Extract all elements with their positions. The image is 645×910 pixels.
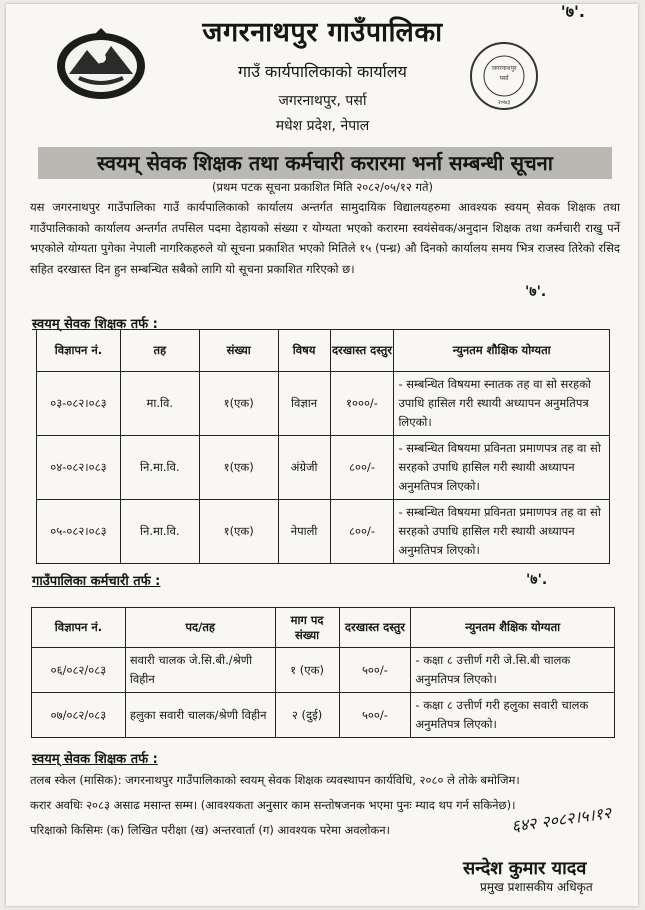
table-row — [37, 436, 610, 500]
count: १(एक) — [199, 500, 278, 564]
municipality-name: जगरनाथपुर गाउँपालिका — [202, 17, 443, 48]
col-qualification: न्युनतम शौक्षिक योग्यता — [394, 330, 610, 372]
signer-name: सन्देश कुमार यादव — [463, 858, 587, 879]
col-post: पद/तह — [125, 608, 275, 648]
table-row — [37, 372, 610, 436]
col-level: तह — [120, 330, 199, 372]
qualification: - कक्षा ८ उत्तीर्ण गरी जे.सि.बी चालक अनुमतिपत्र लिएको। — [411, 648, 615, 693]
qualification: - सम्बन्धित विषयमा प्रविनता प्रमाणपत्र तह वा सो सरहको उपाधि हासिल गरी स्थायी अध्यापन अनुमतिपत्र लिएको। — [394, 500, 610, 564]
office-seal-stamp — [468, 40, 540, 112]
footer-section-heading: स्वयम् सेवक शिक्षक तर्फ : — [32, 752, 158, 767]
svg-text:पर्सा: पर्सा — [499, 75, 509, 82]
ad-no: ०३-०८२।०८३ — [37, 372, 121, 436]
ad-no: ०६/०८२/०८३ — [32, 648, 126, 693]
ad-no: ०७/०८२/०८३ — [32, 693, 126, 738]
col-ad-no: विज्ञापन नं. — [37, 330, 121, 372]
table-row — [32, 648, 615, 693]
table-row — [32, 693, 615, 738]
staff-section-heading: गाउँपालिका कर्मचारी तर्फ : — [32, 574, 161, 589]
col-subject: विषय — [278, 330, 330, 372]
address-line-1: जगरनाथपुर, पर्सा — [278, 93, 367, 109]
handwritten-signature: ६४२ २०८२।५।१२ — [510, 803, 613, 836]
col-count: माग पद संख्या — [275, 608, 339, 648]
col-qualification: न्युनतम शैक्षिक योग्यता — [411, 608, 615, 648]
subject: अंग्रेजी — [278, 436, 330, 500]
count: १ (एक) — [275, 648, 339, 693]
table-row — [37, 500, 610, 564]
salary-scale: तलब स्केल (मासिक): जगरनाथपुर गाउँपालिकाको स्वयम् सेवक शिक्षक व्यवस्थापन कार्यविधि, २०८० ले तोके बमोजिम। — [30, 773, 520, 787]
fee: ८००/- — [330, 500, 394, 564]
qualification: - सम्बन्धित विषयमा प्रविनता प्रमाणपत्र तह वा सो सरहको उपाधि हासिल गरी स्थायी अध्यापन अनुमतिपत्र लिएको। — [394, 436, 610, 500]
level: नि.मा.वि. — [120, 436, 199, 500]
col-count: संख्या — [199, 330, 278, 372]
post: सवारी चालक जे.सि.बी./श्रेणी विहीन — [125, 648, 275, 693]
fee: ८००/- — [330, 436, 394, 500]
level: मा.वि. — [120, 372, 199, 436]
ad-no: ०४-०८२।०८३ — [37, 436, 121, 500]
col-ad-no: विज्ञापन नं. — [32, 608, 126, 648]
count: १(एक) — [199, 436, 278, 500]
signer-title: प्रमुख प्रशासकीय अधिकृत — [480, 880, 593, 894]
intro-paragraph: यस जगरनाथपुर गाउँपालिका गाउँ कार्यपालिकाको कार्यालय अन्तर्गत सामुदायिक विद्यालयहरुमा आवश्यक स्वयम् सेवक शिक्षक तथा गाउँपालिकाको कार्यालय अन्तर्गत तपसिल पदमा देहायको संख्या र योग्यता भएको करारमा स्वयंसेवक/अनुदान शिक्षक तथा कर्मचारी राखु पर्ने भएकोले योग्यता पुगेका नेपाली नागरिकहरुले यो सूचना प्रकाशित भएको मितिले १५ (पन्ध्र) औ दिनको कार्यालय समय भित्र राजस्व तिरेको रसिद सहित दरखास्त दिन हुन सम्बन्धित सबैको लागि यो सूचना प्रकाशित गरिएको छ। — [30, 200, 620, 276]
col-fee: दरखास्त दस्तुर — [339, 608, 411, 648]
page-mark: '७'. — [525, 284, 547, 300]
office-name: गाउँ कार्यपालिकाको कार्यालय — [238, 62, 407, 81]
notice-title: स्वयम् सेवक शिक्षक तथा कर्मचारी करारमा भर्ना सम्बन्धी सूचना — [38, 147, 612, 179]
qualification: - सम्बन्धित विषयमा स्नातक तह वा सो सरहको उपाधि हासिल गरी स्थायी अध्यापन अनुमतिपत्र लिएको। — [394, 372, 610, 436]
svg-text:जगरनाथपुर: जगरनाथपुर — [491, 65, 517, 72]
qualification: - कक्षा ८ उत्तीर्ण गरी हलुका सवारी चालक अनुमतिपत्र लिएको। — [411, 693, 615, 738]
ad-no: ०५-०८२।०८३ — [37, 500, 121, 564]
corner-mark: '७'. — [560, 2, 585, 21]
publication-date: (प्रथम पटक सूचना प्रकाशित मिति २०८२/०५/१२ गते) — [212, 180, 433, 194]
section-mark: '७'. — [526, 572, 548, 588]
level: नि.मा.वि. — [120, 500, 199, 564]
svg-text:२०७३: २०७३ — [497, 99, 511, 106]
subject: नेपाली — [278, 500, 330, 564]
exam-type: परिक्षाको किसिमः (क) लिखित परीक्षा (ख) अन्तरवार्ता (ग) आवश्यक परेमा अवलोकन। — [30, 823, 390, 837]
subject: विज्ञान — [278, 372, 330, 436]
post: हलुका सवारी चालक/श्रेणी विहीन — [125, 693, 275, 738]
teachers-section-heading: स्वयम् सेवक शिक्षक तर्फ : — [32, 317, 158, 332]
table-header-row — [37, 330, 610, 372]
fee: ५००/- — [339, 648, 411, 693]
contract-term: करार अवधिः २०८३ असाढ मसान्त सम्म। (आवश्यकता अनुसार काम सन्तोषजनक भएमा पुनः म्याद थप गर्न सकिनेछ)। — [30, 798, 516, 812]
table-header-row — [32, 608, 615, 648]
staff-table — [31, 607, 615, 738]
address-line-2: मधेश प्रदेश, नेपाल — [275, 118, 370, 134]
count: २ (दुई) — [275, 693, 339, 738]
count: १(एक) — [199, 372, 278, 436]
fee: १०००/- — [330, 372, 394, 436]
fee: ५००/- — [339, 693, 411, 738]
col-fee: दरखास्त दस्तुर — [330, 330, 394, 372]
teachers-table — [36, 329, 610, 564]
